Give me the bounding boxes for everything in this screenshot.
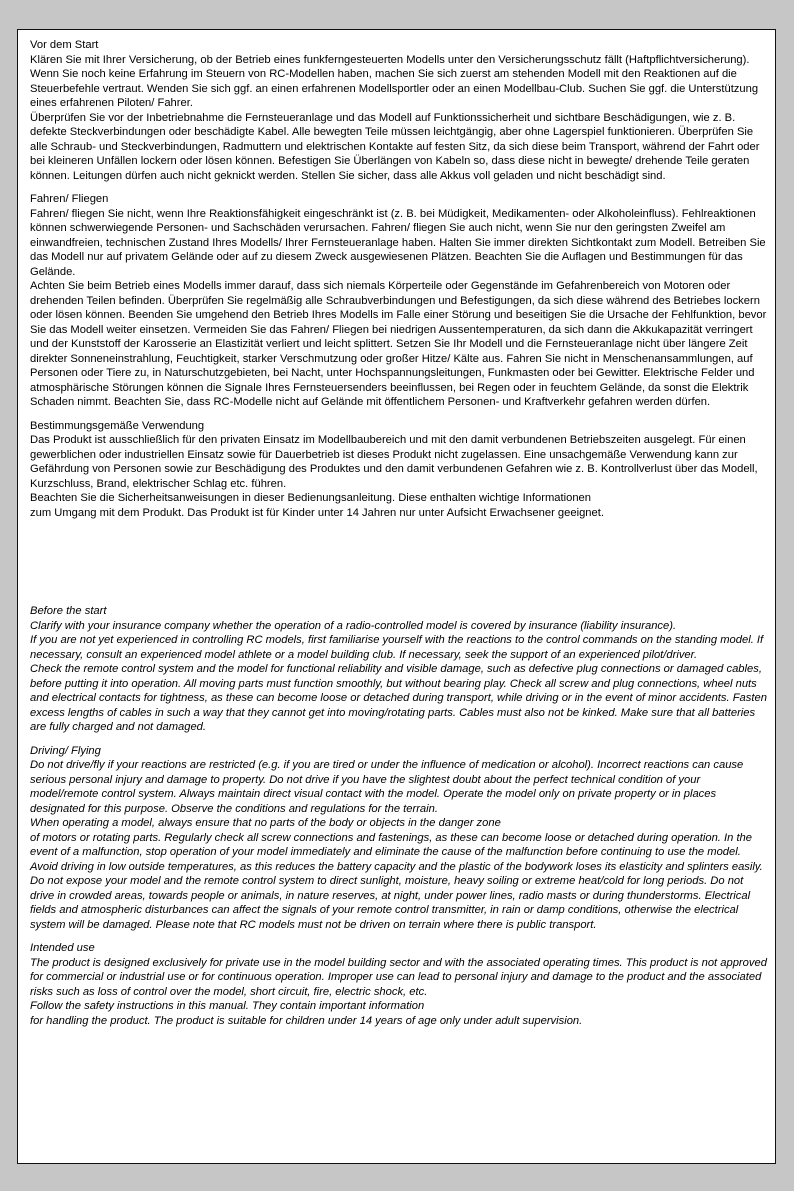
english-safety-text — [30, 604, 768, 1037]
section-heading: Bestimmungsgemäße Verwendung — [30, 419, 205, 432]
section-before-start-de — [30, 38, 768, 183]
manual-page — [17, 29, 776, 1164]
paragraph: Fahren/ fliegen Sie nicht, wenn Ihre Reaktionsfähigkeit eingeschränkt ist (z. B. bei Müdigkeit, Medikamenten- oder Alkoholeinfluss). Fehlreaktionen können schwerwiegende Personen- und Sachschäden verursachen. Fahren/ fliegen Sie auch nicht, wenn Sie nur den geringsten Zweifel am einwandfreien, technischen Zustand Ihres Modells/ Ihrer Fernsteueranlage haben. Halten Sie immer direkten Sichtkontakt zum Modell. Betreiben Sie das Modell nur auf privatem Gelände oder auf zu diesem Zweck ausgewiesenen Plätzen. Beachten Sie die Auflagen und Bestimmungen für das Gelände. — [30, 207, 766, 278]
paragraph: Follow the safety instructions in this manual. They contain important information — [30, 1000, 425, 1012]
section-driving-de — [30, 192, 768, 410]
paragraph: for handling the product. The product is suitable for children under 14 years of age only under adult supervision. — [30, 1014, 583, 1027]
paragraph: Do not drive/fly if your reactions are restricted (e.g. if you are tired or under the influence of medication or alcohol). Incorrect reactions can cause serious personal injury and damage to property. Do not drive if you have the slightest doubt about the perfect technical condition of your model/remote control system. Always maintain direct visual contact with the model. Operate the model only on private property or in places designated for this purpose. Observe the conditions and regulations for the terrain. — [30, 759, 744, 815]
section-before-start-en — [30, 604, 768, 735]
section-heading: Before the start — [30, 605, 107, 617]
section-heading: Intended use — [30, 942, 95, 954]
german-safety-text — [30, 38, 768, 529]
paragraph: zum Umgang mit dem Produkt. Das Produkt ist für Kinder unter 14 Jahren nur unter Aufsicht Erwachsener geeignet. — [30, 506, 604, 519]
section-heading: Driving/ Flying — [30, 744, 101, 757]
section-intended-use-en — [30, 941, 768, 1028]
paragraph: Wenn Sie noch keine Erfahrung im Steuern von RC-Modellen haben, machen Sie sich zuerst am stehenden Modell mit den Reaktionen auf die Steuerbefehle vertraut. Wenden Sie sich ggf. an einen erfahrenen Modellsportler oder an einen Modellbau-Club. Suchen Sie ggf. die Unterstützung eines erfahrenen Piloten/ Fahrer. — [30, 68, 759, 109]
paragraph: If you are not yet experienced in controlling RC models, first familiarise yourself with the reactions to the control commands on the standing model. If necessary, consult an experienced model athlete or a model building club. If necessary, seek the support of an experienced pilot/driver. — [30, 634, 764, 661]
section-heading: Vor dem Start — [30, 39, 99, 51]
paragraph: Klären Sie mit Ihrer Versicherung, ob der Betrieb eines funkferngesteuerten Modells unter den Versicherungsschutz fällt (Haftpflichtversicherung). — [30, 53, 750, 66]
section-heading: Fahren/ Fliegen — [30, 193, 109, 205]
paragraph: Achten Sie beim Betrieb eines Modells immer darauf, dass sich niemals Körperteile oder Gegenstände im Gefahrenbereich von Motoren oder drehenden Teilen befinden. Überprüfen Sie regelmäßig alle Schraubverbindungen und Befestigungen, da sich diese während des Betriebes lockern oder lösen können. Beenden Sie umgehend den Betrieb Ihres Modells im Falle einer Störung und beseitigen Sie die Ursache der Fehlfunktion, bevor Sie das Modell weiter einsetzen. Vermeiden Sie das Fahren/ Fliegen bei niedrigen Aussentemperaturen, da sich dann die Akkukapazität verringert und der Kunststoff der Karosserie an Elastizität verliert und leicht splittert. Setzen Sie Ihr Modell und die Fernsteueranlage nicht über längere Zeit direkter Sonneneinstrahlung, Feuchtigkeit, starker Verschmutzung oder großer Hitze/ Kälte aus. Fahren Sie nicht in Menschenansammlungen, auf Personen oder Tiere zu, in Naturschutzgebieten, bei Nacht, unter Hochspannungsleitungen, Funkmasten oder bei Gewitter. Elektrische Felder und atmosphärische Störungen können die Signale Ihres Fernsteuersenders beeinflussen, bei Regen oder in feuchtem Gelände, da sonst die Elektrik Schaden nimmt. Beachten Sie, dass RC-Modelle nicht auf Gelände mit öffentlichem Personen- und Kraftverkehr gefahren werden dürfen. — [30, 280, 767, 408]
paragraph: of motors or rotating parts. Regularly check all screw connections and fastenings, as these can become loose or detached during operation. In the event of a malfunction, stop operation of your model immediately and eliminate the cause of the malfunction before continuing to use the model. Avoid driving in low outside temperatures, as this reduces the battery capacity and the plastic of the bodywork loses its elasticity and splinters easily. Do not expose your model and the remote control system to direct sunlight, moisture, heavy soiling or extreme heat/cold for long periods. Do not drive in crowded areas, towards people or animals, in nature reserves, at night, under power lines, radio masts or during thunderstorms. Electrical fields and atmospheric disturbances can affect the signals of your remote control transmitter, in rain or damp conditions, otherwise the electrical system will be damaged. Please note that RC models must not be driven on terrain where there is public transport. — [30, 831, 763, 931]
section-intended-use-de — [30, 419, 768, 521]
paragraph: When operating a model, always ensure that no parts of the body or objects in the danger zone — [30, 817, 501, 829]
paragraph: Das Produkt ist ausschließlich für den privaten Einsatz im Modellbaubereich und mit den damit verbundenen Betriebszeiten ausgelegt. Für einen gewerblichen oder industriellen Einsatz sowie für Dauerbetrieb ist dieses Produkt nicht zugelassen. Eine unsachgemäße Verwendung kann zur Gefährdung von Personen sowie zur Beschädigung des Produktes und den damit verbundenen Gefahren wie z. B. Kontrollverlust über das Modell, Kurzschluss, Brand, elektrischer Schlag etc. führen. — [30, 434, 758, 490]
paragraph: The product is designed exclusively for private use in the model building sector and with the associated operating times. This product is not approved for commercial or industrial use or for continuous operation. Improper use can lead to personal injury and damage to the product and the associated risks such as loss of control over the model, short circuit, fire, electric shock, etc. — [30, 956, 767, 998]
section-driving-en — [30, 744, 768, 933]
paragraph: Clarify with your insurance company whether the operation of a radio-controlled model is covered by insurance (liability insurance). — [30, 619, 677, 632]
paragraph: Überprüfen Sie vor der Inbetriebnahme die Fernsteueranlage und das Modell auf Funktionssicherheit und sichtbare Beschädigungen, wie z. B. defekte Steckverbindungen oder beschädigte Kabel. Alle bewegten Teile müssen leichtgängig, aber ohne Lagerspiel funktionieren. Überprüfen Sie alle Schraub- und Steckverbindungen, Radmuttern und elektrischen Kontakte auf festen Sitz, da sich diese beim Transport, während der Fahrt oder bei kleineren Unfällen lockern oder lösen können. Befestigen Sie Überlängen von Kabeln so, dass diese nicht in bewegte/ drehende Teile geraten können. Leitungen dürfen auch nicht geknickt werden. Stellen Sie sicher, dass alle Akkus voll geladen und nicht beschädigt sind. — [30, 111, 760, 182]
paragraph: Check the remote control system and the model for functional reliability and visible damage, such as defective plug connections or damaged cables, before putting it into operation. All moving parts must function smoothly, but without bearing play. Check all screw and plug connections, wheel nuts and electrical contacts for tightness, as these can become loose or detached during transport, while driving or in the event of minor accidents. Fasten excess lengths of cables in such a way that they cannot get into moving/rotating parts. Cables must also not be kinked. Make sure that all batteries are fully charged and not damaged. — [30, 663, 767, 733]
paragraph: Beachten Sie die Sicherheitsanweisungen in dieser Bedienungsanleitung. Diese enthalten wichtige Informationen — [30, 492, 591, 504]
